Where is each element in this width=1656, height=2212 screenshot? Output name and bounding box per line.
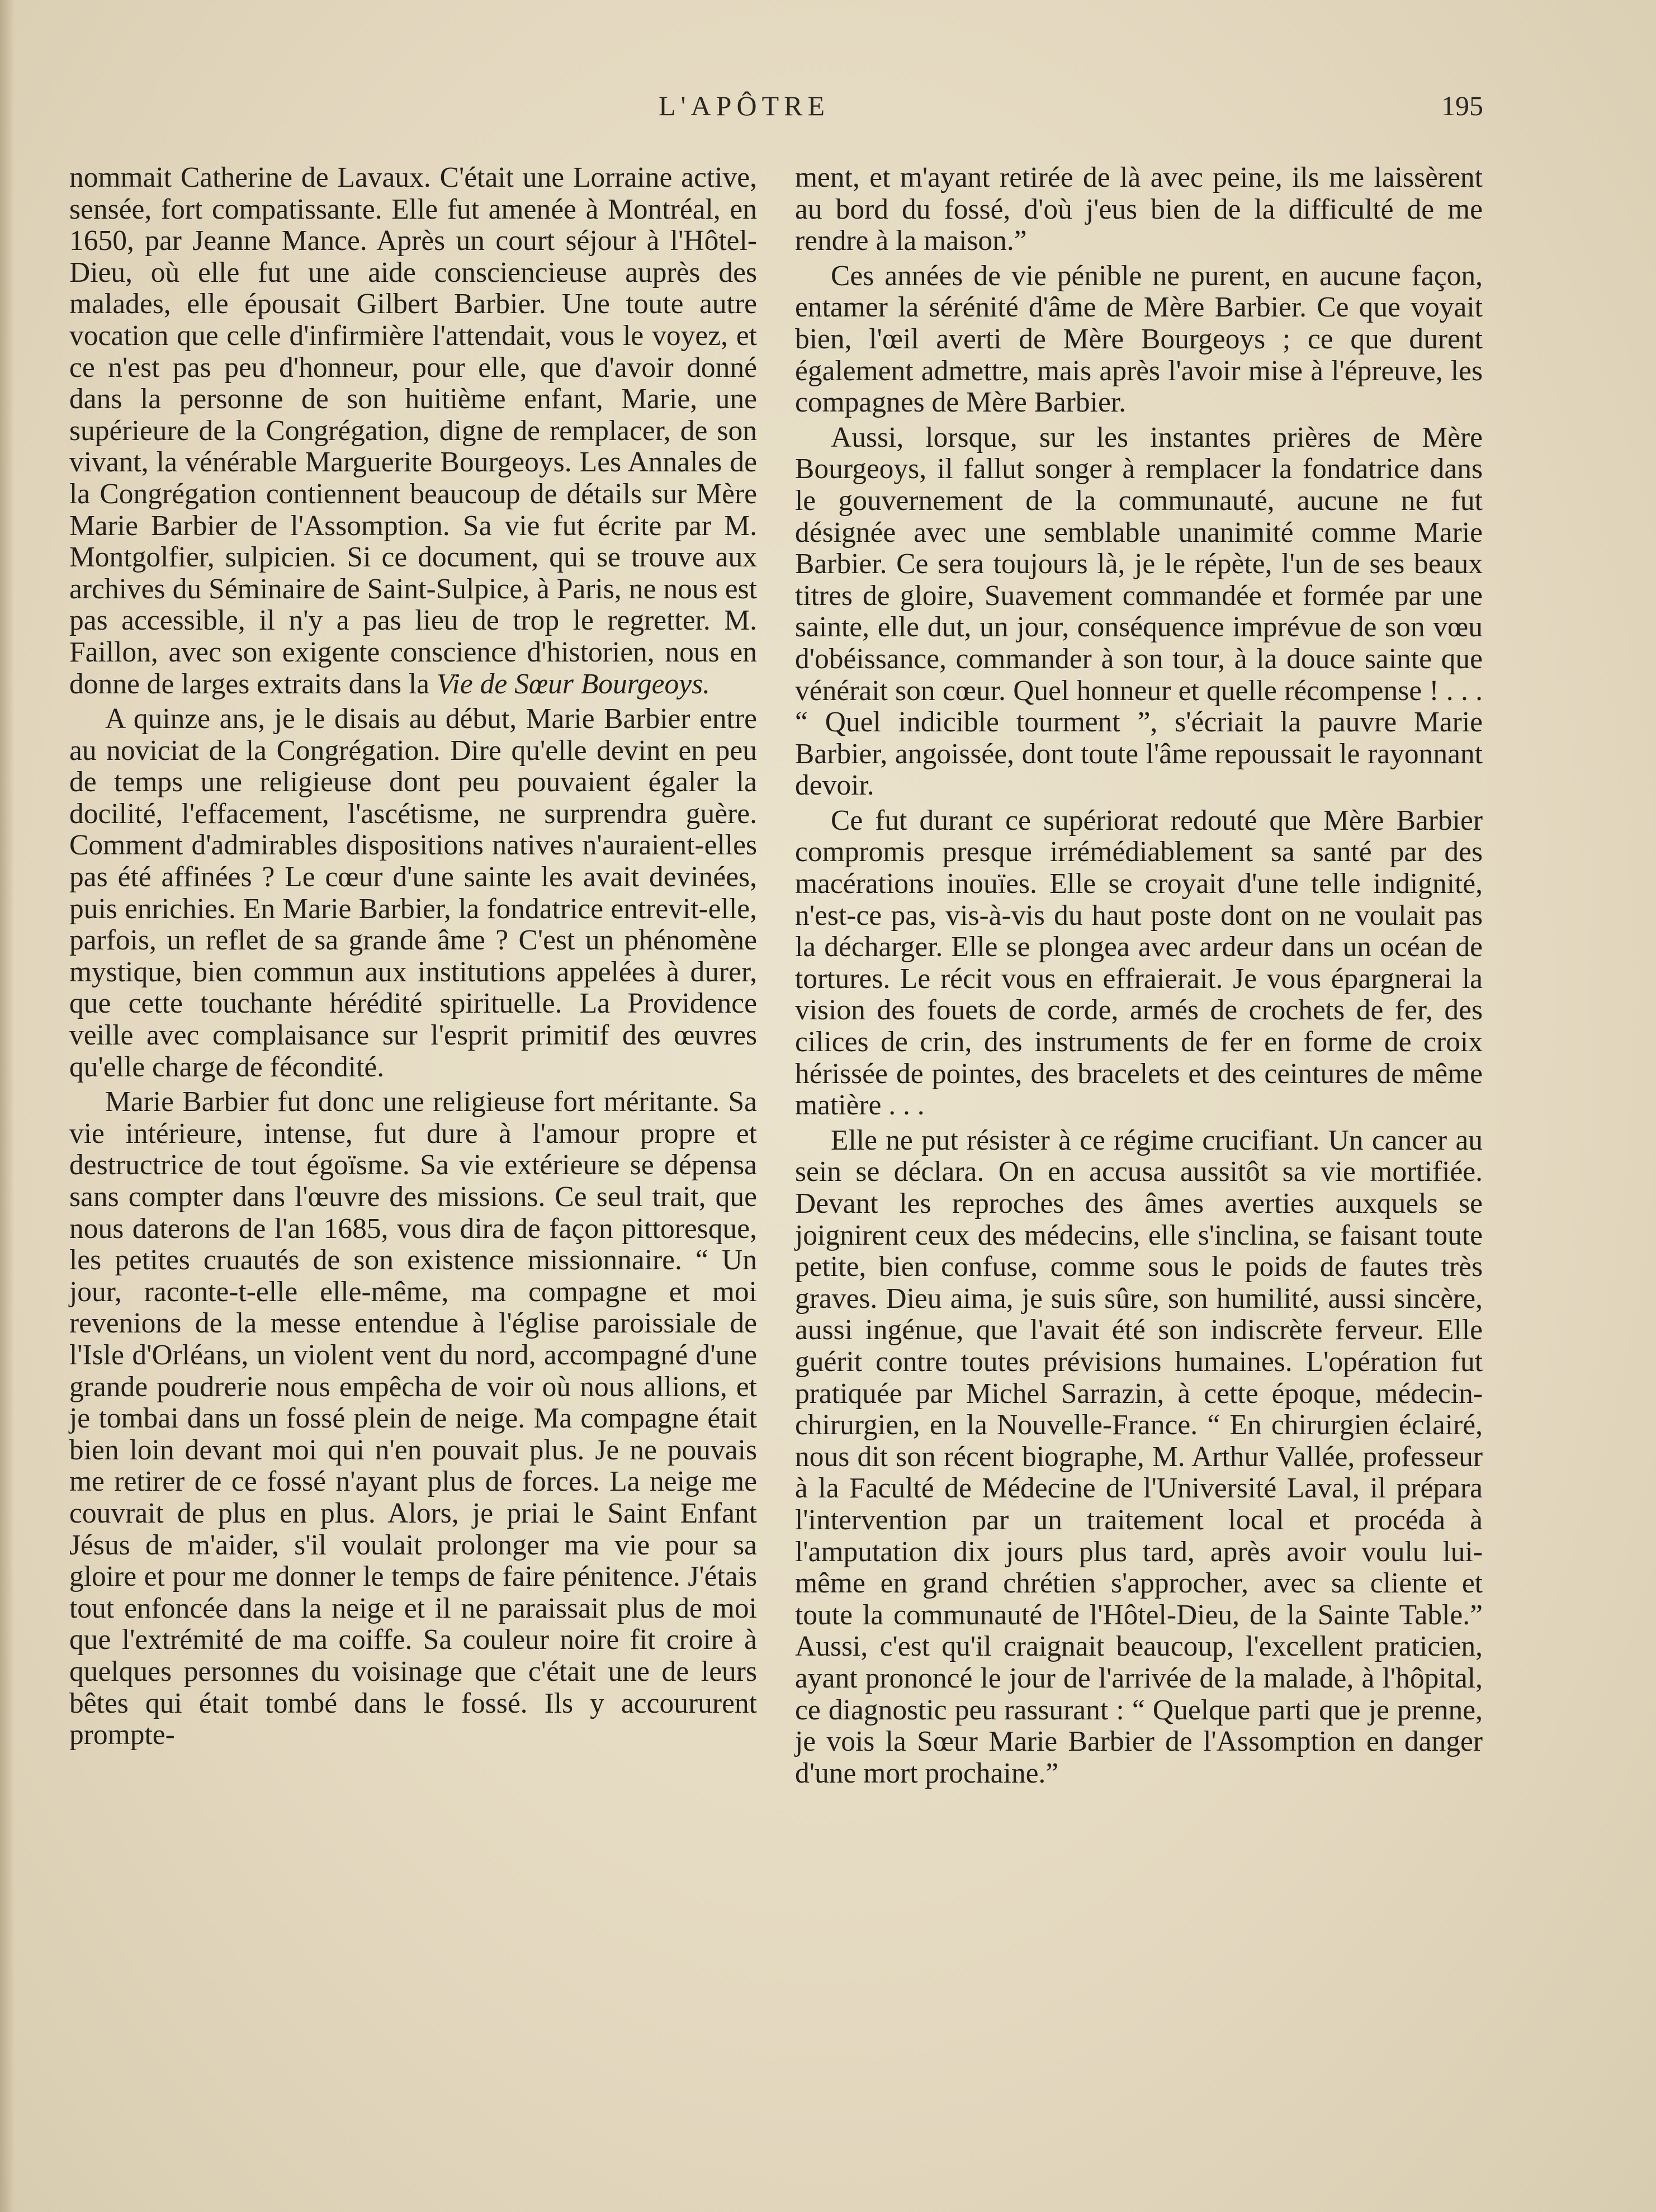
left-paragraph-2: A quinze ans, je le disais au début, Marie Barbier entre au noviciat de la Congrégation. Dire qu'elle devint en peu de temps une religieuse dont peu pouvaient égaler la docilité, l'effacement, l'ascétisme, ne surprendra guère. Comment d'admirables dispositions natives n'auraient-elles pas été affinées ? Le cœur d'une sainte les avait devinées, puis enrichies. En Marie Barbier, la fondatrice entrevit-elle, parfois, un reflet de sa grande âme ? C'est un phénomène mystique, bien commun aux institutions appelées à durer, que cette touchante hérédité spirituelle. La Providence veille avec complaisance sur l'esprit primitif des œuvres qu'elle charge de fécondité. [69,703,757,1083]
left-paragraph-3: Marie Barbier fut donc une religieuse fort méritante. Sa vie intérieure, intense, fut dure à l'amour propre et destructrice de tout égoïsme. Sa vie extérieure se dépensa sans compter dans l'œuvre des missions. Ce seul trait, que nous daterons de l'an 1685, vous dira de façon pittoresque, les petites cruautés de son existence missionnaire. “ Un jour, raconte-t-elle elle-même, ma compagne et moi revenions de la messe entendue à l'église paroissiale de l'Isle d'Orléans, un violent vent du nord, accompagné d'une grande poudrerie nous empêcha de voir où nous allions, et je tombai dans un fossé plein de neige. Ma compagne était bien loin devant moi qui n'en pouvait plus. Je ne pouvais me retirer de ce fossé n'ayant plus de forces. La neige me couvrait de plus en plus. Alors, je priai le Saint Enfant Jésus de m'aider, s'il voulait prolonger ma vie pour sa gloire et pour me donner le temps de faire pénitence. J'étais tout enfoncée dans la neige et il ne paraissait plus de moi que l'extrémité de ma coiffe. Sa couleur noire fit croire à quelques personnes du voisinage que c'était une de leurs bêtes qui était tombé dans le fossé. Ils y accoururent prompte- [69,1086,757,1751]
page-binding-shadow [0,0,15,2212]
left-paragraph-1 [69,162,757,700]
right-paragraph-3: Aussi, lorsque, sur les instantes prières de Mère Bourgeoys, il fallut songer à remplacer la fondatrice dans le gouvernement de la communauté, aucune ne fut désignée avec une semblable unanimité comme Marie Barbier. Ce sera toujours là, je le répète, l'un de ses beaux titres de gloire, Suavement commandée et formée par une sainte, elle dut, un jour, conséquence imprévue de son vœu d'obéissance, commander à son tour, à la douce sainte que vénérait son cœur. Quel honneur et quelle récompense ! . . . “ Quel indicible tourment ”, s'écriait la pauvre Marie Barbier, angoissée, dont toute l'âme repoussait le rayonnant devoir. [795,421,1483,802]
right-paragraph-5: Elle ne put résister à ce régime crucifiant. Un cancer au sein se déclara. On en accusa aussitôt sa vie mortifiée. Devant les reproches des âmes averties auxquels se joignirent ceux des médecins, elle s'inclina, se faisant toute petite, bien confuse, comme sous le poids de fautes très graves. Dieu aima, je suis sûre, son humilité, aussi sincère, aussi ingénue, que l'avait été son indiscrète ferveur. Elle guérit contre toutes prévisions humaines. L'opération fut pratiquée par Michel Sarrazin, à cette époque, médecin-chirurgien, en la Nouvelle-France. “ En chirurgien éclairé, nous dit son récent biographe, M. Arthur Vallée, professeur à la Faculté de Médecine de l'Université Laval, il prépara l'intervention par un traitement local et procéda à l'amputation dix jours plus tard, après avoir voulu lui-même en grand chrétien s'approcher, avec sa cliente et toute la communauté de l'Hôtel-Dieu, de la Sainte Table.” Aussi, c'est qu'il craignait beaucoup, l'excellent praticien, ayant prononcé le jour de l'arrivée de la malade, à l'hôpital, ce diagnostic peu rassurant : “ Quelque parti que je prenne, je vois la Sœur Marie Barbier de l'Assomption en danger d'une mort prochaine.” [795,1124,1483,1789]
running-title: L'APÔTRE [659,90,830,121]
page-number: 195 [1441,90,1483,121]
right-paragraph-4: Ce fut durant ce supériorat redouté que Mère Barbier compromis presque irrémédiablement sa santé par des macérations inouïes. Elle se croyait d'une telle indignité, n'est-ce pas, vis-à-vis du haut poste dont on ne voulait pas la décharger. Elle se plongea avec ardeur dans un océan de tortures. Le récit vous en effraierait. Je vous épargnerai la vision des fouets de corde, armés de crochets de fer, des cilices de crin, des instruments de fer en forme de croix hérissée de pointes, des bracelets et des ceintures de même matière . . . [795,804,1483,1122]
left-paragraph-1-text: nommait Catherine de Lavaux. C'était une Lorraine active, sensée, fort compatissante. Elle fut amenée à Montréal, en 1650, par Jeanne Mance. Après un court séjour à l'Hôtel-Dieu, où elle fut une aide consciencieuse auprès des malades, elle épousait Gilbert Barbier. Une toute autre vocation que celle d'infirmière l'attendait, vous le voyez, et ce n'est pas peu d'honneur, pour elle, que d'avoir donné dans la personne de son huitième enfant, Marie, une supérieure de la Congrégation, digne de remplacer, de son vivant, la vénérable Marguerite Bourgeoys. Les Annales de la Congrégation contiennent beaucoup de détails sur Mère Marie Barbier de l'Assomption. Sa vie fut écrite par M. Montgolfier, sulpicien. Si ce document, qui se trouve aux archives du Séminaire de Saint-Sulpice, à Paris, ne nous est pas accessible, il n'y a pas lieu de trop le regretter. M. Faillon, avec son exigente conscience d'historien, nous en donne de larges extraits dans la [69,162,757,700]
left-column [69,162,757,1751]
right-paragraph-2: Ces années de vie pénible ne purent, en aucune façon, entamer la sérénité d'âme de Mère Barbier. Ce que voyait bien, l'œil averti de Mère Bourgeoys ; ce que durent également admettre, mais après l'avoir mise à l'épreuve, les compagnes de Mère Barbier. [795,259,1483,419]
right-paragraph-1: ment, et m'ayant retirée de là avec peine, ils me laissèrent au bord du fossé, d'où j'eus bien de la difficulté de me rendre à la maison.” [795,162,1483,257]
right-column [795,162,1483,1789]
book-title-italic: Vie de Sœur Bourgeoys. [436,668,711,700]
